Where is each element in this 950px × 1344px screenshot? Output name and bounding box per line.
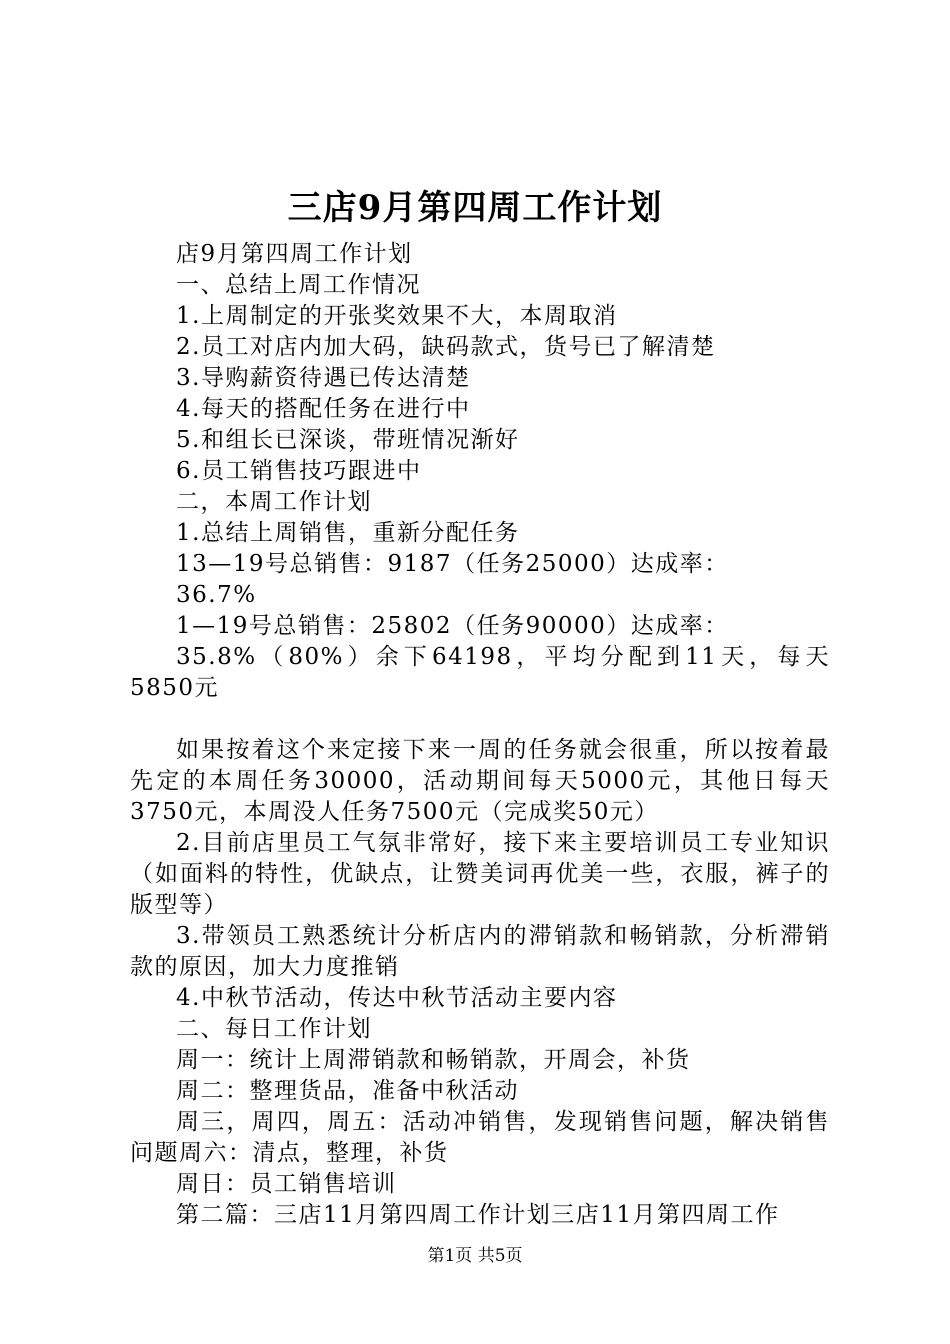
list-item: 2.员工对店内加大码，缺码款式，货号已了解清楚 xyxy=(176,334,716,360)
section-heading: 二，本周工作计划 xyxy=(176,489,372,515)
list-item: 3.带领员工熟悉统计分析店内的滞销款和畅销款，分析滞销款的原因，加大力度推销 xyxy=(130,923,830,980)
page-number: 第1页 共5页 xyxy=(427,1246,523,1266)
paragraph: 第二篇：三店11月第四周工作计划三店11月第四周工作 xyxy=(176,1202,780,1228)
sales-line: 35.8%（80%）余下64198，平均分配到11天，每天5850元 xyxy=(130,644,830,701)
list-item: 4.中秋节活动，传达中秋节活动主要内容 xyxy=(176,985,618,1011)
section-heading: 一、总结上周工作情况 xyxy=(176,272,421,298)
daily-plan-item: 周一：统计上周滞销款和畅销款，开周会，补货 xyxy=(176,1047,691,1073)
section-heading: 二、每日工作计划 xyxy=(176,1016,372,1042)
list-item: 4.每天的搭配任务在进行中 xyxy=(176,396,471,422)
paragraph: 如果按着这个来定接下来一周的任务就会很重，所以按着最先定的本周任务30000，活动期间每天5000元，其他日每天3750元，本周没人任务7500元（完成奖50元） xyxy=(130,737,830,825)
blank-line xyxy=(130,704,830,735)
daily-plan-item: 周日：员工销售培训 xyxy=(176,1171,397,1197)
list-item: 1.上周制定的开张奖效果不大，本周取消 xyxy=(176,303,618,329)
document-title: 三店9月第四周工作计划 xyxy=(287,188,663,228)
document-body xyxy=(130,239,830,1231)
daily-plan-item: 周二：整理货品，准备中秋活动 xyxy=(176,1078,519,1104)
daily-plan-item: 周三，周四，周五：活动冲销售，发现销售问题，解决销售问题周六：清点，整理，补货 xyxy=(130,1109,830,1166)
list-item: 1.总结上周销售，重新分配任务 xyxy=(176,520,520,546)
list-item: 6.员工销售技巧跟进中 xyxy=(176,458,422,484)
sales-line: 13—19号总销售：9187（任务25000）达成率： xyxy=(176,551,729,577)
list-item: 5.和组长已深谈，带班情况渐好 xyxy=(176,427,520,453)
list-item: 2.目前店里员工气氛非常好，接下来主要培训员工专业知识（如面料的特性，优缺点，让赞美词再优美一些，衣服，裤子的版型等） xyxy=(130,830,830,918)
list-item: 3.导购薪资待遇已传达清楚 xyxy=(176,365,471,391)
sales-line: 1—19号总销售：25802（任务90000）达成率： xyxy=(176,613,729,639)
sales-line: 36.7% xyxy=(176,582,257,608)
paragraph: 店9月第四周工作计划 xyxy=(176,241,413,267)
